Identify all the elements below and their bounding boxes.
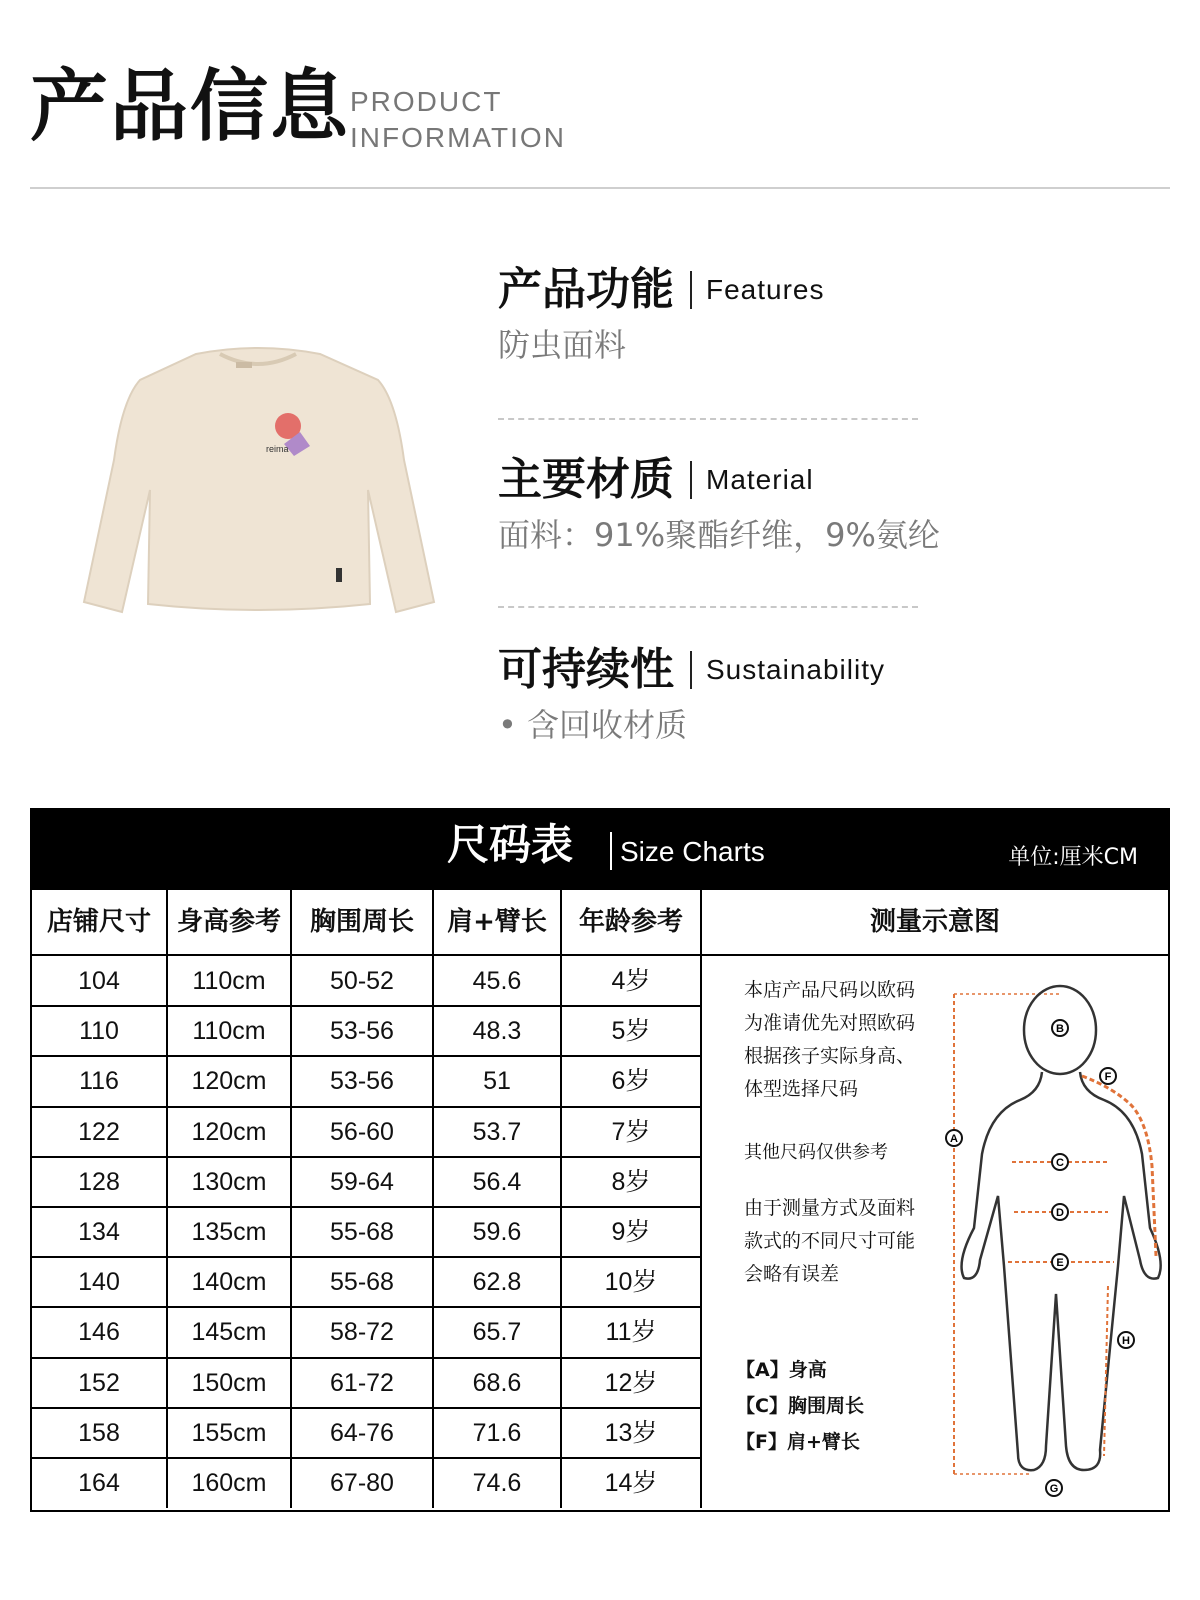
material-value: 面料：91%聚酯纤维，9%氨纶 [498,516,940,554]
svg-text:F: F [1104,1071,1112,1083]
table-cell: 53.7 [434,1107,562,1157]
column-header: 胸围周长 [292,890,434,954]
marker-h-icon [1118,1332,1134,1348]
sustainability-value: • 含回收材质 [498,706,688,744]
svg-text:A: A [950,1133,958,1145]
note-line: 为准请优先对照欧码 [744,1012,916,1034]
page-title: 产品信息 [30,62,351,152]
svg-text:G: G [1049,1483,1059,1495]
table-cell: 53-56 [292,1056,434,1106]
features-value: 防虫面料 [498,326,627,364]
legend [736,1352,864,1460]
table-cell: 58-72 [292,1307,434,1357]
svg-text:D: D [1056,1207,1064,1219]
table-cell: 56-60 [292,1107,434,1157]
page-subtitle [350,84,566,156]
table-cell: 55-68 [292,1207,434,1257]
table-cell: 5岁 [562,1006,702,1056]
table-cell: 158 [32,1408,168,1458]
features-title-en: Features [706,274,825,305]
table-cell: 7岁 [562,1107,702,1157]
table-cell: 110cm [168,956,292,1006]
table-cell: 48.3 [434,1006,562,1056]
table-cell: 160cm [168,1458,292,1508]
note-line: 本店产品尺码以欧码 [744,979,916,1001]
legend-item: 【F】肩+臂长 [736,1431,860,1453]
table-cell: 6岁 [562,1056,702,1106]
product-image [78,340,438,640]
table-cell: 13岁 [562,1408,702,1458]
table-cell: 146 [32,1307,168,1357]
table-cell: 62.8 [434,1257,562,1307]
marker-f-icon [1100,1068,1116,1084]
svg-text:B: B [1056,1023,1064,1035]
table-cell: 74.6 [434,1458,562,1508]
marker-e-icon [1052,1254,1068,1270]
marker-b-icon [1052,1020,1068,1036]
table-cell: 14岁 [562,1458,702,1508]
note-block [744,1192,915,1291]
table-cell: 12岁 [562,1358,702,1408]
svg-text:C: C [1056,1157,1064,1169]
table-cell: 8岁 [562,1157,702,1207]
size-chart-title-en: Size Charts [620,836,765,867]
features-title: 产品功能 [498,264,674,315]
sustainability-section [498,644,885,744]
table-cell: 140cm [168,1257,292,1307]
note-block [744,1136,888,1169]
table-cell: 110cm [168,1006,292,1056]
table-cell: 11岁 [562,1307,702,1357]
sustainability-title-en: Sustainability [706,654,885,685]
sustainability-title: 可持续性 [498,644,674,695]
table-cell: 10岁 [562,1257,702,1307]
header-divider [30,187,1170,189]
marker-g-icon [1046,1480,1062,1496]
table-cell: 120cm [168,1056,292,1106]
title-separator [690,651,692,689]
column-header: 年龄参考 [562,890,702,954]
body-outline-figure [942,956,1168,1510]
table-cell: 51 [434,1056,562,1106]
table-cell: 152 [32,1358,168,1408]
size-chart-title: 尺码表 [447,820,574,869]
table-cell: 135cm [168,1207,292,1257]
table-cell: 155cm [168,1408,292,1458]
table-cell: 134 [32,1207,168,1257]
table-cell: 140 [32,1257,168,1307]
material-title-en: Material [706,464,814,495]
table-cell: 150cm [168,1358,292,1408]
table-cell: 130cm [168,1157,292,1207]
note-line: 由于测量方式及面料 [744,1197,916,1219]
features-section [498,264,825,364]
page-subtitle-line2: INFORMATION [350,122,566,153]
table-cell: 59.6 [434,1207,562,1257]
title-separator [690,271,692,309]
material-title: 主要材质 [498,454,674,505]
table-cell: 128 [32,1157,168,1207]
table-cell: 164 [32,1458,168,1508]
note-line: 根据孩子实际身高、 [744,1045,916,1067]
section-divider [498,418,918,420]
table-cell: 61-72 [292,1358,434,1408]
title-separator [690,461,692,499]
size-chart-unit: 单位:厘米CM [1008,845,1138,870]
table-cell: 104 [32,956,168,1006]
column-header: 店铺尺寸 [32,890,168,954]
measurement-diagram [722,956,1168,1510]
note-line: 其他尺码仅供参考 [744,1142,888,1163]
note-line: 会略有误差 [744,1263,840,1285]
legend-item: 【C】胸围周长 [736,1395,864,1417]
column-header: 测量示意图 [869,907,1000,937]
marker-c-icon [1052,1154,1068,1170]
svg-text:E: E [1056,1257,1064,1269]
note-line: 体型选择尺码 [744,1078,859,1100]
table-cell: 71.6 [434,1408,562,1458]
table-cell: 65.7 [434,1307,562,1357]
table-cell: 9岁 [562,1207,702,1257]
table-cell: 145cm [168,1307,292,1357]
table-cell: 68.6 [434,1358,562,1408]
table-cell: 55-68 [292,1257,434,1307]
size-chart [30,808,1170,1512]
table-cell: 4岁 [562,956,702,1006]
note-block [744,974,915,1106]
table-cell: 50-52 [292,956,434,1006]
table-cell: 59-64 [292,1157,434,1207]
table-cell: 122 [32,1107,168,1157]
marker-a-icon [946,1130,962,1146]
column-header: 肩+臂长 [434,890,562,954]
material-section [498,454,940,554]
table-cell: 56.4 [434,1157,562,1207]
svg-text:H: H [1122,1335,1130,1347]
size-chart-header [32,810,1168,890]
column-header: 身高参考 [168,890,292,954]
legend-item: 【A】身高 [736,1359,827,1381]
brand-logo-text: reima [266,444,289,454]
table-cell: 120cm [168,1107,292,1157]
table-cell: 67-80 [292,1458,434,1508]
table-cell: 45.6 [434,956,562,1006]
table-cell: 53-56 [292,1006,434,1056]
table-cell: 110 [32,1006,168,1056]
note-line: 款式的不同尺寸可能 [744,1230,916,1252]
table-cell: 116 [32,1056,168,1106]
table-cell: 64-76 [292,1408,434,1458]
section-divider [498,606,918,608]
page-subtitle-line1: PRODUCT [350,86,503,117]
marker-d-icon [1052,1204,1068,1220]
title-separator [610,832,612,870]
